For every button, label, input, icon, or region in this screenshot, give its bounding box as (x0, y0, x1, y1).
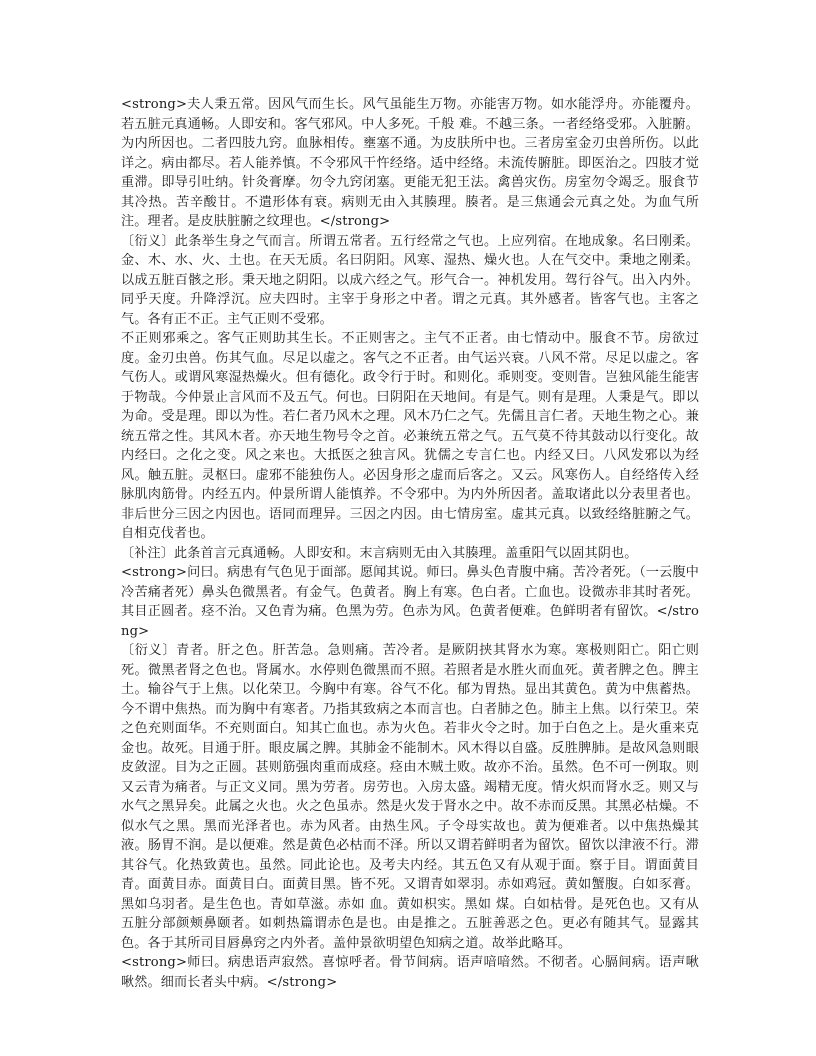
paragraph-supplement-note: 〔补注〕此条首言元真通畅。人即安和。末言病则无由入其腠理。盖重阳气以固其阴也。 (121, 545, 638, 561)
paragraph-commentary-1: 〔衍义〕此条举生身之气而言。所谓五常者。五行经常之气也。上应列宿。在地成象。名曰刚柔。金、木、水、火、土也。在天无质。名曰阴阳。风寒、湿热、燥火也。人在气交中。秉地之刚柔。以成五脏百骸之形。秉天地之阴阳。以成六经之气。形气合一。神机发用。驾行谷气。出入内外。同乎天度。升降浮沉。应夫四时。主宰于身形之中者。谓之元真。其外感者。皆客气也。主客之气。各有正不正。主气正则不受邪。 (121, 233, 699, 327)
paragraph-commentary-2: 〔衍义〕青者。肝之色。肝苦急。急则痛。苦冷者。是厥阴挟其肾水为寒。寒极则阳亡。阳亡则死。微黑者肾之色也。肾属水。水停则色微黑而不照。若照者是水胜火而血死。黄者脾之色。脾主土。输谷气于上焦。以化荣卫。今胸中有寒。谷气不化。郁为胃热。显出其黄色。黄为中焦蓄热。今不谓中焦热。而为胸中有寒者。乃指其致病之本而言也。白者肺之色。肺主上焦。以行荣卫。荣之色充则面华。不充则面白。知其亡血也。赤为火色。若非火令之时。加于白色之上。是火重来克金也。故死。目通于肝。眼皮属之脾。其肺金不能制木。风木得以自盛。反胜脾肺。是故风急则眼皮敛涩。目为之正圆。甚则筋强肉重而成痉。痉由木贼土败。故亦不治。虽然。色不可一例取。则又云青为痛者。与正文义同。黑为劳者。房劳也。入房太盛。竭精无度。情火炽而肾水乏。则又与水气之黑异矣。此属之火也。火之色虽赤。然是火发于肾水之中。故不赤而反黑。其黑必枯燥。不似水气之黑。黑而光泽者也。赤为风者。由热生风。子令母实故也。黄为便难者。以中焦热燥其液。肠胃不润。是以便难。然是黄色必枯而不泽。所以又谓若鲜明者为留饮。留饮以津液不行。滞其谷气。化热致黄也。虽然。同此论也。及考夫内经。其五色又有从观于面。察于目。谓面黄目青。面黄目赤。面黄目白。面黄目黑。皆不死。又谓青如翠羽。赤如鸡冠。黄如蟹腹。白如豕膏。黑如乌羽者。是生色也。青如草滋。赤如 血。黄如枳实。黑如 煤。白如枯骨。是死色也。又有从五脏分部颜颊鼻颐者。如刺热篇谓赤色是也。由是推之。五脏善恶之色。更必有随其气。显露其色。各于其所司目唇鼻窍之内外者。盖仲景欲明望色知病之道。故举此略耳。 (121, 643, 699, 951)
paragraph-classic-text-2: <strong>问曰。病患有气色见于面部。愿闻其说。师曰。鼻头色青腹中痛。苦冷者死。（一云腹中冷苦痛者死）鼻头色微黑者。有金气。色黄者。胸上有寒。色白者。亡血也。设微赤非其时者死。其目正圆者。痉不治。又色青为痛。色黑为劳。色赤为风。色黄者便难。色鲜明者有留饮。</strong> (121, 565, 699, 639)
paragraph-classic-text-3: <strong>师曰。病患语声寂然。喜惊呼者。骨节间病。语声喑喑然。不彻者。心膈间病。语声啾啾然。细而长者头中病。</strong> (121, 955, 699, 990)
paragraph-commentary-1-cont: 不正则邪乘之。客气正则助其生长。不正则害之。主气不正者。由七情动中。服食不节。房欲过度。金刃虫兽。伤其气血。尽足以虚之。客气之不正者。由气运兴衰。八风不常。尽足以虚之。客气伤人。或谓风寒湿热燥火。但有德化。政令行于时。和则化。乖则变。变则眚。岂独风能生能害于物哉。今仲景止言风而不及五气。何也。曰阴阳在天地间。有是气。则有是理。人秉是气。即以为命。受是理。即以为性。若仁者乃风木之理。风木乃仁之气。先儒且言仁者。天地生物之心。兼统五常之性。其风木者。亦天地生物号令之首。必兼统五常之气。五气莫不待其鼓动以行变化。故内经曰。之化之变。风之来也。大抵医之独言风。犹儒之专言仁也。内经又曰。八风发邪以为经风。触五脏。灵枢曰。虚邪不能独伤人。必因身形之虚而后客之。又云。风寒伤人。自经络传入经脉肌肉筋骨。内经五内。仲景所谓人能慎养。不令邪中。为内外所因者。盖取诸此以分表里者也。非后世分三因之内因也。语同而理异。三因之内因。由七情房室。虚其元真。以致经络脏腑之气。自相克伐者也。 (121, 331, 699, 541)
document-page (121, 95, 699, 992)
paragraph-classic-text-1: <strong>夫人秉五常。因风气而生长。风气虽能生万物。亦能害万物。如水能浮舟。亦能覆舟。若五脏元真通畅。人即安和。客气邪风。中人多死。千般 难。不越三条。一者经络受邪。入脏腑。为内所因也。二者四肢九窍。血脉相传。壅塞不通。为皮肤所中也。三者房室金刃虫兽所伤。以此详之。病由都尽。若人能养慎。不令邪风干忤经络。适中经络。未流传腑脏。即医治之。四肢才觉重滞。即导引吐纳。针灸膏摩。勿令九窍闭塞。更能无犯王法。禽兽灾伤。房室勿令竭乏。服食节其冷热。苦辛酸甘。不遣形体有衰。病则无由入其腠理。腠者。是三焦通会元真之处。为血气所注。理者。是皮肤脏腑之纹理也。</strong> (121, 97, 699, 229)
